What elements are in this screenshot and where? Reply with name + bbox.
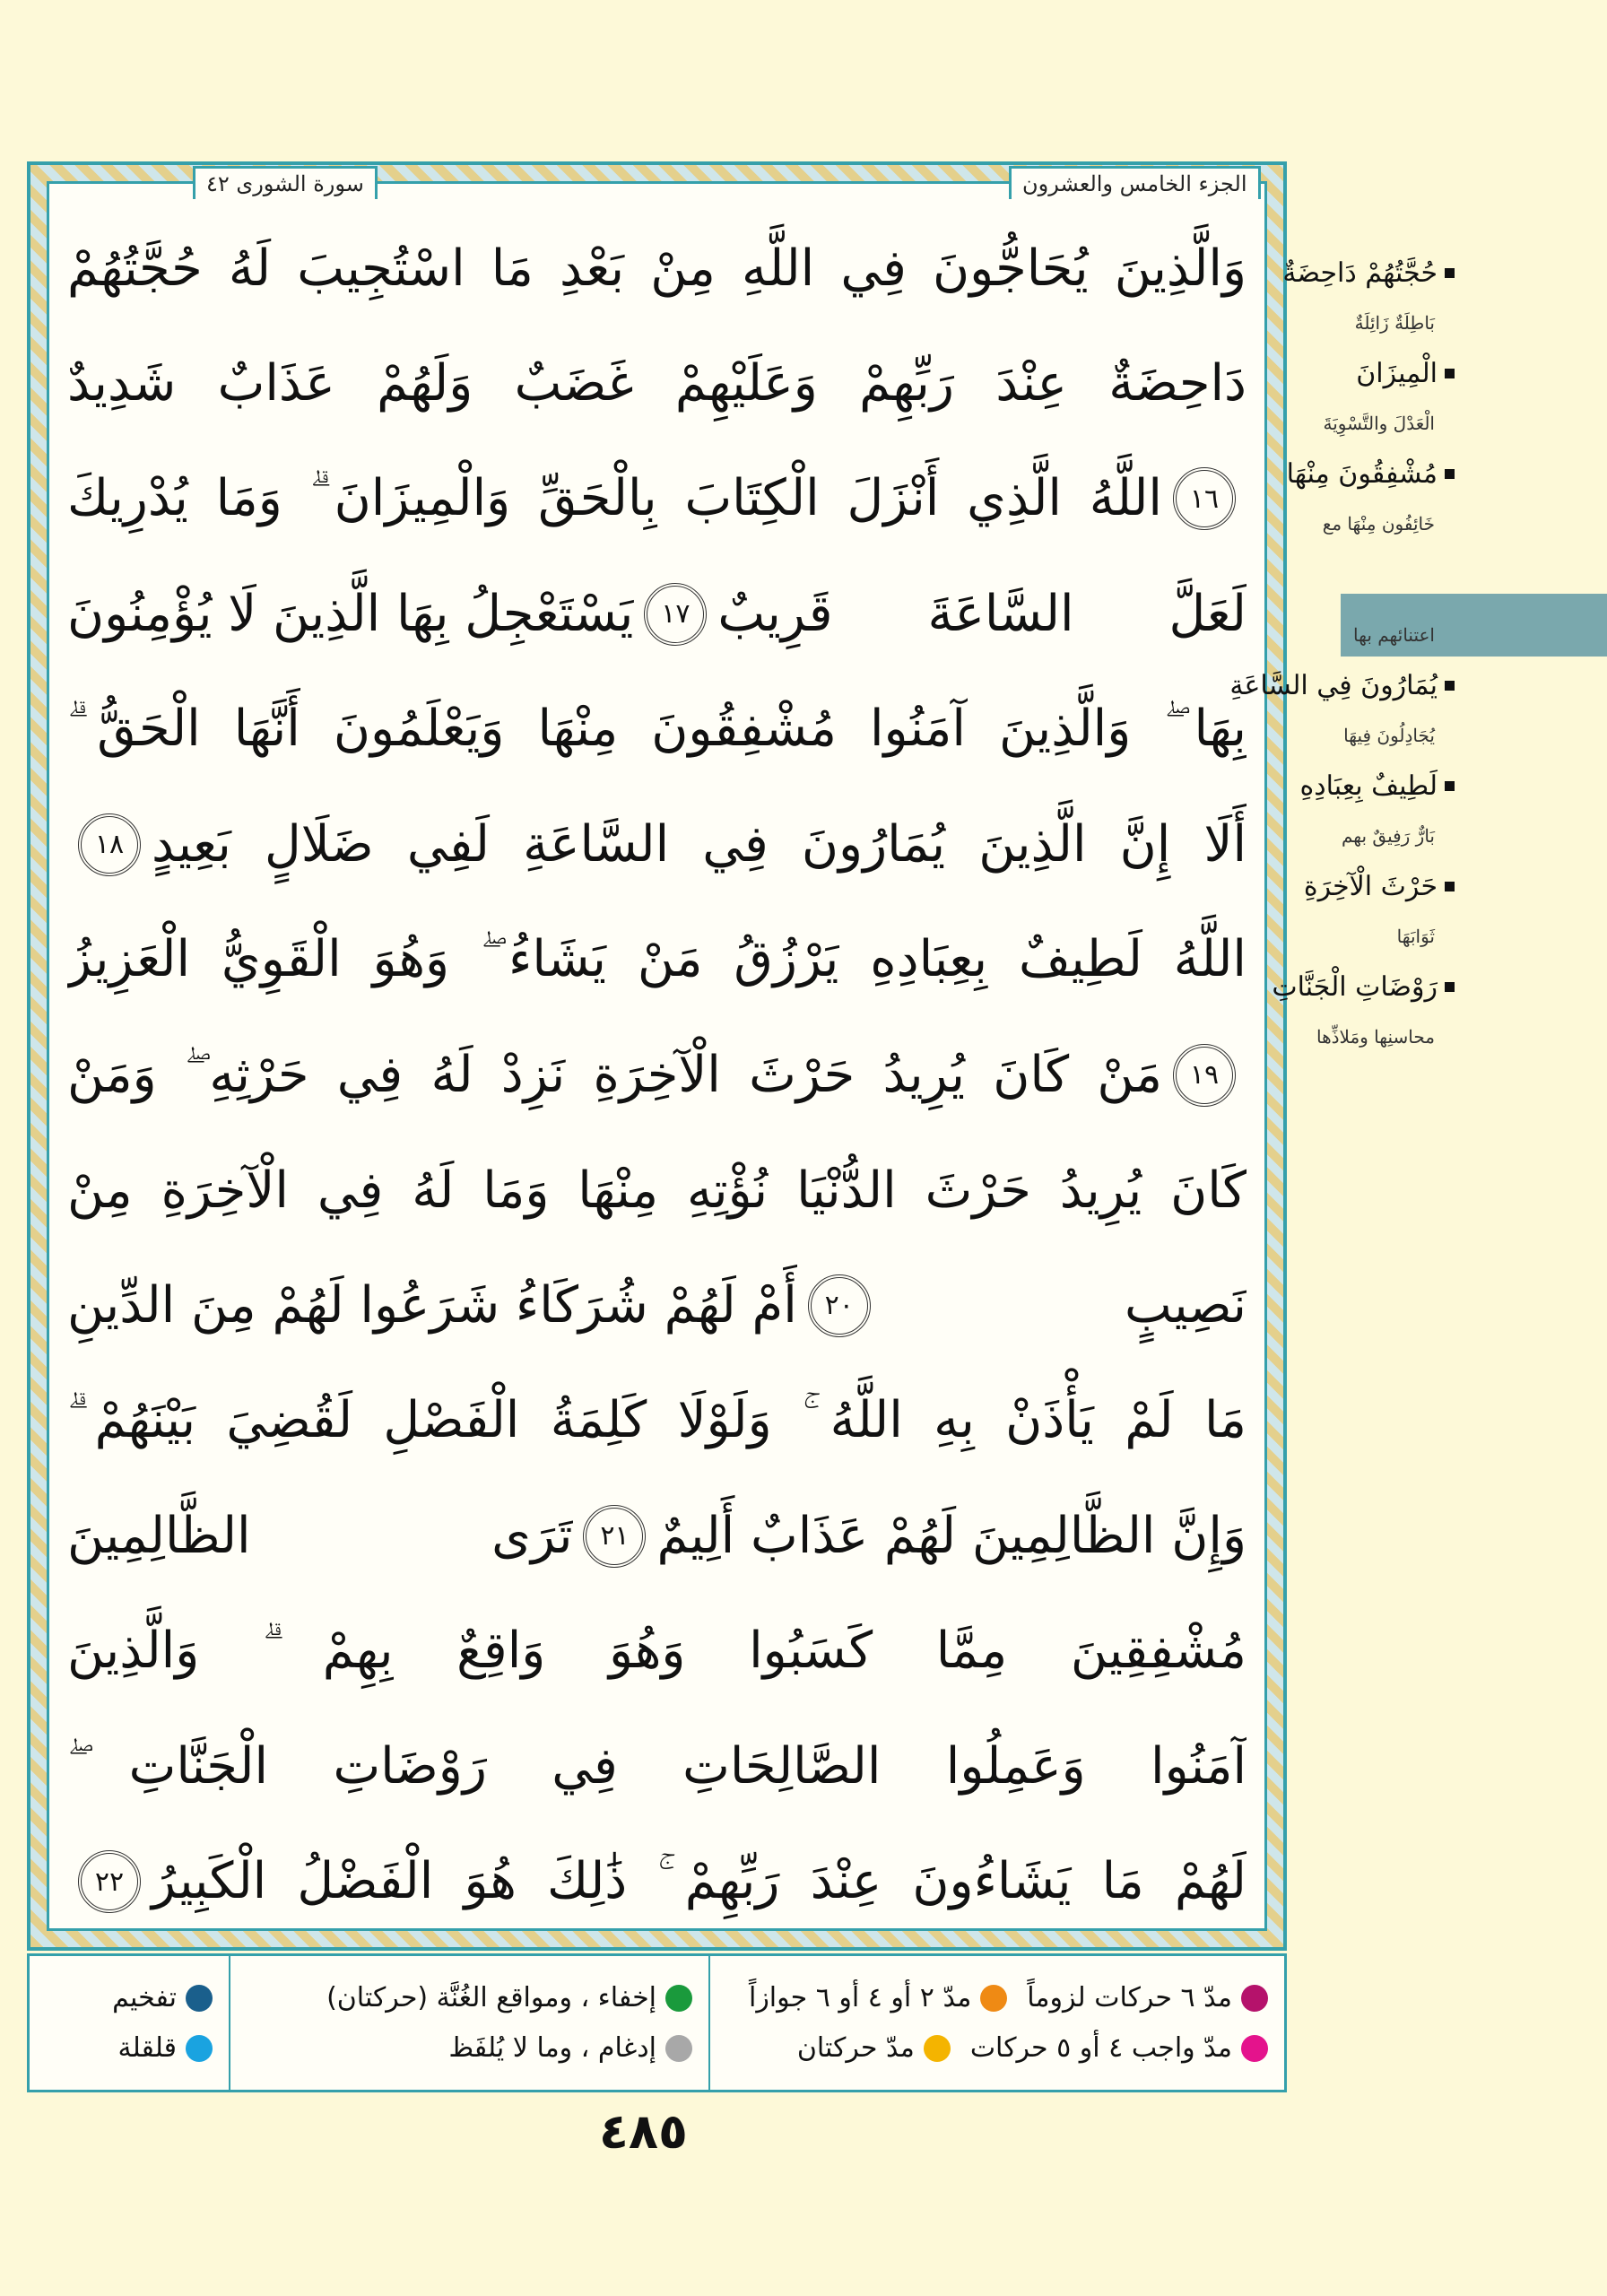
bullet-square-icon bbox=[1445, 982, 1455, 992]
legend-label: مدّ واجب ٤ أو ٥ حركات bbox=[969, 2032, 1232, 2064]
ayah-marker: ١٨ bbox=[78, 813, 141, 876]
verse-text: بِهَا ۖ وَالَّذِينَ آمَنُوا مُشْفِقُونَ مِنْهَا وَيَعْلَمُونَ أَنَّهَا الْحَقُّ ۗ bbox=[67, 700, 1247, 759]
ayah-marker: ١٩ bbox=[1173, 1044, 1236, 1107]
glossary-term bbox=[1282, 247, 1455, 299]
legend-item bbox=[118, 2032, 213, 2064]
glossary-term-text: مُشْفِقُونَ مِنْهَا bbox=[1286, 457, 1438, 490]
glossary-term bbox=[1229, 659, 1455, 711]
verse-line bbox=[67, 1018, 1247, 1134]
legend-row bbox=[726, 2023, 1268, 2074]
page-number: ٤٨٥ bbox=[599, 2103, 688, 2160]
verse-line bbox=[67, 326, 1247, 442]
verse-text: تَرَى الظَّالِمِينَ bbox=[67, 1507, 573, 1566]
verse-line bbox=[67, 1363, 1247, 1479]
verse-text: مَنْ كَانَ يُرِيدُ حَرْثَ الْآخِرَةِ نَزِدْ لَهُ فِي حَرْثِهِ ۖ وَمَنْ bbox=[67, 1045, 1162, 1104]
verse-line bbox=[67, 1479, 1247, 1595]
verse-line bbox=[67, 902, 1247, 1018]
legend-item bbox=[797, 2032, 951, 2064]
glossary-term bbox=[1286, 448, 1455, 500]
color-dot-icon bbox=[186, 2035, 213, 2062]
legend-item bbox=[749, 1982, 1007, 2013]
verse-text: دَاحِضَةٌ عِنْدَ رَبِّهِمْ وَعَلَيْهِمْ غَضَبٌ وَلَهُمْ عَذَابٌ شَدِيدٌ bbox=[67, 354, 1247, 413]
glossary-definition: خَائِفُون مِنْهَا مع bbox=[1322, 513, 1435, 535]
glossary-definition: محاسنِها ومَلاذِّها bbox=[1316, 1026, 1435, 1048]
verse-line bbox=[67, 1248, 1247, 1364]
glossary-term bbox=[1272, 961, 1455, 1013]
legend-row bbox=[247, 2023, 692, 2074]
legend-row bbox=[46, 2023, 213, 2074]
bullet-square-icon bbox=[1445, 268, 1455, 278]
glossary-definition: ثَوَابَهَا bbox=[1396, 926, 1435, 947]
bullet-square-icon bbox=[1445, 781, 1455, 791]
color-dot-icon bbox=[665, 2035, 692, 2062]
legend-item bbox=[1027, 1982, 1268, 2013]
verse-line bbox=[67, 787, 1247, 903]
verse-text: لَعَلَّ السَّاعَةَ قَرِيبٌ bbox=[717, 585, 1247, 644]
text-panel bbox=[47, 171, 1267, 1931]
legend-label: تفخيم bbox=[112, 1982, 177, 2013]
verse-line bbox=[67, 557, 1247, 673]
verse-line bbox=[67, 1594, 1247, 1709]
verse-text: اللَّهُ لَطِيفٌ بِعِبَادِهِ يَرْزُقُ مَنْ يَشَاءُ ۖ وَهُوَ الْقَوِيُّ الْعَزِيزُ bbox=[67, 930, 1247, 989]
glossary-term-text: رَوْضَاتِ الْجَنَّاتِ bbox=[1272, 970, 1438, 1003]
verse-line bbox=[67, 1824, 1247, 1940]
verse-text: اللَّهُ الَّذِي أَنْزَلَ الْكِتَابَ بِالْحَقِّ وَالْمِيزَانَ ۗ وَمَا يُدْرِيكَ bbox=[67, 469, 1162, 528]
color-dot-icon bbox=[1241, 2035, 1268, 2062]
legend-item bbox=[970, 2032, 1268, 2064]
page-frame bbox=[27, 161, 1287, 1951]
glossary-term bbox=[1293, 860, 1455, 912]
verse-text: أَمْ لَهُمْ شُرَكَاءُ شَرَعُوا لَهُمْ مِنَ الدِّينِ bbox=[67, 1276, 797, 1335]
ayah-marker: ٢١ bbox=[583, 1505, 646, 1568]
glossary-term bbox=[1293, 347, 1455, 399]
glossary-definition: بَارٌّ رَفِيقٌ بهم bbox=[1341, 825, 1435, 847]
verse-text: مَا لَمْ يَأْذَنْ بِهِ اللَّهُ ۚ وَلَوْلَا كَلِمَةُ الْفَصْلِ لَقُضِيَ بَيْنَهُمْ ۗ bbox=[67, 1391, 1247, 1450]
ayah-marker: ١٧ bbox=[644, 583, 707, 646]
legend-column-tafkheem bbox=[30, 1956, 230, 2090]
legend-label: إدغام ، وما لا يُلفَظ bbox=[448, 2032, 656, 2064]
bullet-square-icon bbox=[1445, 469, 1455, 479]
glossary-definition: اعتنائهم بها bbox=[1353, 624, 1435, 646]
tajweed-legend bbox=[27, 1953, 1287, 2092]
glossary-definition: الْعَدْلَ والتَّسْوِيَةَ bbox=[1323, 413, 1435, 434]
legend-label: إخفاء ، ومواقع الغُنَّة (حركتان) bbox=[326, 1982, 656, 2013]
legend-row bbox=[726, 1973, 1268, 2023]
glossary-term-text: حُجَّتُهُمْ دَاحِضَةٌ bbox=[1282, 257, 1438, 289]
glossary-term-text: حَرْثَ الْآخِرَةِ bbox=[1303, 870, 1438, 902]
glossary-term bbox=[1293, 760, 1455, 812]
verse-text: وَإِنَّ الظَّالِمِينَ لَهُمْ عَذَابٌ أَلِيمٌ bbox=[656, 1507, 1247, 1566]
glossary-term-text: لَطِيفٌ بِعِبَادِهِ bbox=[1299, 770, 1438, 802]
glossary-term-text: الْمِيزَانَ bbox=[1356, 357, 1438, 389]
verse-text: وَالَّذِينَ يُحَاجُّونَ فِي اللَّهِ مِنْ بَعْدِ مَا اسْتُجِيبَ لَهُ حُجَّتُهُمْ bbox=[67, 239, 1247, 298]
margin-glossary bbox=[1229, 247, 1455, 1061]
legend-column-madd bbox=[710, 1956, 1284, 2090]
legend-label: مدّ حركتان bbox=[796, 2032, 915, 2064]
verse-line bbox=[67, 672, 1247, 787]
color-dot-icon bbox=[186, 1985, 213, 2012]
legend-item bbox=[112, 1982, 213, 2013]
verse-line bbox=[67, 441, 1247, 557]
verse-text: أَلَا إِنَّ الَّذِينَ يُمَارُونَ فِي السَّاعَةِ لَفِي ضَلَالٍ بَعِيدٍ bbox=[152, 815, 1247, 874]
legend-row bbox=[247, 1973, 692, 2023]
ayah-marker: ٢٠ bbox=[808, 1274, 871, 1337]
verse-lines bbox=[67, 211, 1247, 1910]
glossary-definition: يُجَادِلُونَ فِيهَا bbox=[1343, 725, 1435, 746]
bullet-square-icon bbox=[1445, 681, 1455, 691]
legend-item bbox=[448, 2032, 692, 2064]
glossary-definition: بَاطِلَةٌ زَائِلَةٌ bbox=[1354, 312, 1435, 334]
legend-label: مدّ ٢ أو ٤ أو ٦ جوازاً bbox=[748, 1982, 972, 2013]
ayah-marker: ٢٢ bbox=[78, 1850, 141, 1913]
verse-text: نَصِيبٍ bbox=[1124, 1276, 1247, 1335]
verse-line bbox=[67, 211, 1247, 326]
bullet-square-icon bbox=[1445, 369, 1455, 378]
color-dot-icon bbox=[665, 1985, 692, 2012]
legend-label: مدّ ٦ حركات لزوماً bbox=[1027, 1982, 1232, 2013]
ayah-marker: ١٦ bbox=[1173, 467, 1236, 530]
verse-text: مُشْفِقِينَ مِمَّا كَسَبُوا وَهُوَ وَاقِعٌ بِهِمْ ۗ وَالَّذِينَ bbox=[67, 1622, 1247, 1681]
verse-line bbox=[67, 1133, 1247, 1248]
color-dot-icon bbox=[924, 2035, 951, 2062]
verse-line bbox=[67, 1709, 1247, 1825]
surah-label: سورة الشورى ٤٢ bbox=[193, 166, 378, 199]
bullet-square-icon bbox=[1445, 882, 1455, 891]
verse-text: كَانَ يُرِيدُ حَرْثَ الدُّنْيَا نُؤْتِهِ مِنْهَا وَمَا لَهُ فِي الْآخِرَةِ مِنْ bbox=[67, 1161, 1247, 1220]
color-dot-icon bbox=[980, 1985, 1007, 2012]
legend-label: قلقلة bbox=[117, 2032, 177, 2064]
glossary-term-text: يُمَارُونَ فِي السَّاعَةِ bbox=[1229, 669, 1438, 701]
juz-label: الجزء الخامس والعشرون bbox=[1009, 166, 1261, 199]
verse-text: لَهُمْ مَا يَشَاءُونَ عِنْدَ رَبِّهِمْ ۚ ذَٰلِكَ هُوَ الْفَضْلُ الْكَبِيرُ bbox=[152, 1852, 1247, 1911]
legend-item bbox=[326, 1982, 692, 2013]
legend-column-ghunna bbox=[230, 1956, 710, 2090]
legend-row bbox=[46, 1973, 213, 2023]
color-dot-icon bbox=[1241, 1985, 1268, 2012]
verse-text: آمَنُوا وَعَمِلُوا الصَّالِحَاتِ فِي رَوْضَاتِ الْجَنَّاتِ ۖ bbox=[67, 1736, 1247, 1796]
verse-text: يَسْتَعْجِلُ بِهَا الَّذِينَ لَا يُؤْمِنُونَ bbox=[67, 585, 634, 644]
